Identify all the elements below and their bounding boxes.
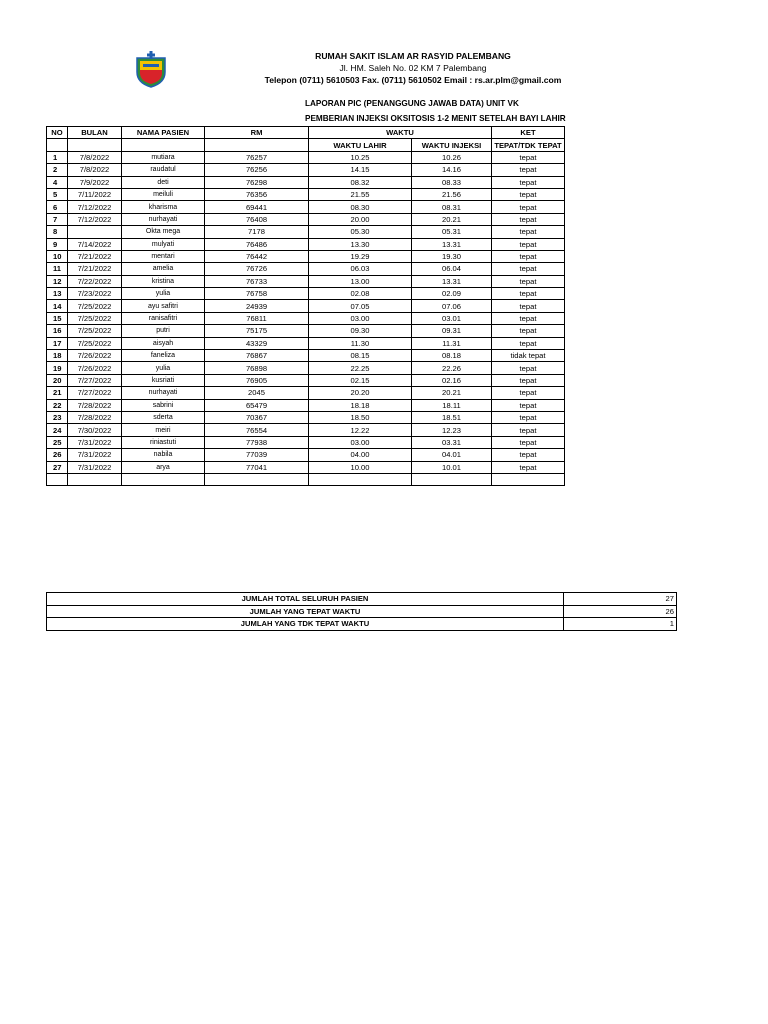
cell-nama: mentari: [122, 250, 205, 262]
table-row: [47, 424, 565, 436]
cell-no: 24: [47, 424, 68, 436]
cell-nama: amelia: [122, 263, 205, 275]
cell-empty: [122, 473, 205, 485]
cell-injeksi: 21.56: [412, 188, 492, 200]
cell-rm: 70367: [205, 411, 309, 423]
cell-injeksi: 04.01: [412, 449, 492, 461]
cell-rm: 69441: [205, 201, 309, 213]
cell-lahir: 10.25: [309, 151, 412, 163]
summary-label: JUMLAH YANG TEPAT WAKTU: [47, 605, 564, 618]
cell-bulan: 7/25/2022: [68, 325, 122, 337]
cell-no: 12: [47, 275, 68, 287]
cell-lahir: 05.30: [309, 226, 412, 238]
cell-injeksi: 13.31: [412, 275, 492, 287]
cell-lahir: 21.55: [309, 188, 412, 200]
cell-nama: kharisma: [122, 201, 205, 213]
cell-ket: tepat: [492, 449, 565, 461]
report-title: LAPORAN PIC (PENANGGUNG JAWAB DATA) UNIT VK: [305, 99, 519, 108]
cell-injeksi: 13.31: [412, 238, 492, 250]
table-row: [47, 374, 565, 386]
cell-no: 2: [47, 164, 68, 176]
cell-lahir: 04.00: [309, 449, 412, 461]
cell-lahir: 18.50: [309, 411, 412, 423]
cell-nama: nurhayati: [122, 387, 205, 399]
summary-value: 26: [564, 605, 677, 618]
cell-bulan: 7/27/2022: [68, 374, 122, 386]
table-row: [47, 411, 565, 423]
cell-rm: 76867: [205, 350, 309, 362]
cell-lahir: 13.00: [309, 275, 412, 287]
cell-ket: tepat: [492, 275, 565, 287]
cell-no: 1: [47, 151, 68, 163]
cell-bulan: 7/25/2022: [68, 312, 122, 324]
cell-nama: nabila: [122, 449, 205, 461]
cell-rm: 76257: [205, 151, 309, 163]
cell-no: 7: [47, 213, 68, 225]
cell-ket: tepat: [492, 411, 565, 423]
cell-injeksi: 02.16: [412, 374, 492, 386]
cell-no: 17: [47, 337, 68, 349]
cell-nama: aisyah: [122, 337, 205, 349]
cell-rm: 76298: [205, 176, 309, 188]
cell-lahir: 08.15: [309, 350, 412, 362]
cell-bulan: 7/11/2022: [68, 188, 122, 200]
cell-no: 8: [47, 226, 68, 238]
cell-nama: mulyati: [122, 238, 205, 250]
col-ket-sub: TEPAT/TDK TEPAT: [492, 139, 565, 151]
cell-rm: 75175: [205, 325, 309, 337]
cell-rm: 43329: [205, 337, 309, 349]
table-row: [47, 300, 565, 312]
cell-injeksi: 08.33: [412, 176, 492, 188]
cell-nama: riniastuti: [122, 436, 205, 448]
cell-no: 4: [47, 176, 68, 188]
cell-lahir: 11.30: [309, 337, 412, 349]
cell-ket: tepat: [492, 238, 565, 250]
cell-ket: tepat: [492, 325, 565, 337]
cell-injeksi: 19.30: [412, 250, 492, 262]
cell-injeksi: 20.21: [412, 213, 492, 225]
cell-rm: 2045: [205, 387, 309, 399]
cell-ket: tepat: [492, 263, 565, 275]
col-bulan-sub: [68, 139, 122, 151]
cell-ket: tepat: [492, 213, 565, 225]
cell-lahir: 08.30: [309, 201, 412, 213]
cell-no: 23: [47, 411, 68, 423]
table-row: [47, 151, 565, 163]
cell-injeksi: 05.31: [412, 226, 492, 238]
cell-nama: sderta: [122, 411, 205, 423]
cell-empty: [492, 473, 565, 485]
cell-nama: ayu safitri: [122, 300, 205, 312]
table-row: [47, 312, 565, 324]
table-row: [47, 164, 565, 176]
table-row: [47, 350, 565, 362]
cell-rm: 76256: [205, 164, 309, 176]
cell-empty: [412, 473, 492, 485]
cell-lahir: 10.00: [309, 461, 412, 473]
cell-bulan: 7/25/2022: [68, 300, 122, 312]
cell-nama: deti: [122, 176, 205, 188]
cell-injeksi: 14.16: [412, 164, 492, 176]
summary-label: JUMLAH TOTAL SELURUH PASIEN: [47, 593, 564, 606]
cell-empty: [47, 473, 68, 485]
cell-bulan: 7/8/2022: [68, 164, 122, 176]
cell-no: 26: [47, 449, 68, 461]
cell-nama: putri: [122, 325, 205, 337]
cell-no: 25: [47, 436, 68, 448]
cell-empty: [68, 473, 122, 485]
cell-empty: [205, 473, 309, 485]
col-no-sub: [47, 139, 68, 151]
cell-rm: 76758: [205, 288, 309, 300]
cell-ket: tepat: [492, 374, 565, 386]
cell-no: 19: [47, 362, 68, 374]
col-waktu-lahir: WAKTU LAHIR: [309, 139, 412, 151]
table-row: [47, 263, 565, 275]
cell-ket: tepat: [492, 201, 565, 213]
cell-nama: meiri: [122, 424, 205, 436]
cell-bulan: 7/26/2022: [68, 362, 122, 374]
cell-bulan: [68, 226, 122, 238]
cell-nama: faneliza: [122, 350, 205, 362]
cell-no: 6: [47, 201, 68, 213]
cell-lahir: 20.00: [309, 213, 412, 225]
cell-no: 22: [47, 399, 68, 411]
table-row: [47, 201, 565, 213]
cell-injeksi: 03.01: [412, 312, 492, 324]
cell-injeksi: 08.31: [412, 201, 492, 213]
cell-injeksi: 03.31: [412, 436, 492, 448]
cell-rm: 76898: [205, 362, 309, 374]
cell-lahir: 02.15: [309, 374, 412, 386]
cell-ket: tepat: [492, 151, 565, 163]
cell-ket: tepat: [492, 362, 565, 374]
report-subtitle: PEMBERIAN INJEKSI OKSITOSIS 1-2 MENIT SETELAH BAYI LAHIR: [305, 114, 566, 123]
cell-nama: raudatul: [122, 164, 205, 176]
cell-bulan: 7/31/2022: [68, 449, 122, 461]
cell-nama: sabrini: [122, 399, 205, 411]
cell-nama: ranisafitri: [122, 312, 205, 324]
cell-lahir: 19.29: [309, 250, 412, 262]
cell-bulan: 7/21/2022: [68, 263, 122, 275]
summary-value: 27: [564, 593, 677, 606]
col-rm-sub: [205, 139, 309, 151]
cell-lahir: 06.03: [309, 263, 412, 275]
cell-ket: tepat: [492, 176, 565, 188]
cell-bulan: 7/21/2022: [68, 250, 122, 262]
cell-ket: tepat: [492, 337, 565, 349]
table-row: [47, 213, 565, 225]
table-row: [47, 449, 565, 461]
cell-bulan: 7/26/2022: [68, 350, 122, 362]
cell-rm: 76733: [205, 275, 309, 287]
cell-nama: yulia: [122, 288, 205, 300]
col-no: NO: [47, 127, 68, 139]
cell-lahir: 22.25: [309, 362, 412, 374]
cell-rm: 76356: [205, 188, 309, 200]
cell-lahir: 08.32: [309, 176, 412, 188]
cell-no: 20: [47, 374, 68, 386]
cell-lahir: 14.15: [309, 164, 412, 176]
cell-bulan: 7/27/2022: [68, 387, 122, 399]
cell-no: 9: [47, 238, 68, 250]
cell-nama: meiluli: [122, 188, 205, 200]
cell-bulan: 7/12/2022: [68, 213, 122, 225]
cell-ket: tepat: [492, 387, 565, 399]
table-row: [47, 362, 565, 374]
cell-rm: 77938: [205, 436, 309, 448]
cell-ket: tepat: [492, 250, 565, 262]
cell-rm: 7178: [205, 226, 309, 238]
cell-rm: 76486: [205, 238, 309, 250]
cell-bulan: 7/25/2022: [68, 337, 122, 349]
table-body: [47, 151, 565, 486]
cell-bulan: 7/28/2022: [68, 411, 122, 423]
cell-injeksi: 07.06: [412, 300, 492, 312]
hospital-name: RUMAH SAKIT ISLAM AR RASYID PALEMBANG: [315, 51, 511, 61]
cell-bulan: 7/31/2022: [68, 436, 122, 448]
cell-injeksi: 18.11: [412, 399, 492, 411]
cell-injeksi: 22.26: [412, 362, 492, 374]
cell-nama: kristina: [122, 275, 205, 287]
cell-injeksi: 09.31: [412, 325, 492, 337]
col-nama: NAMA PASIEN: [122, 127, 205, 139]
cell-no: 5: [47, 188, 68, 200]
col-waktu: WAKTU: [309, 127, 492, 139]
cell-bulan: 7/9/2022: [68, 176, 122, 188]
col-bulan: BULAN: [68, 127, 122, 139]
summary-table: [46, 592, 677, 631]
cell-no: 13: [47, 288, 68, 300]
cell-bulan: 7/8/2022: [68, 151, 122, 163]
cell-rm: 76442: [205, 250, 309, 262]
cell-ket: tepat: [492, 300, 565, 312]
cell-ket: tepat: [492, 312, 565, 324]
cell-ket: tepat: [492, 164, 565, 176]
cell-bulan: 7/30/2022: [68, 424, 122, 436]
cell-ket: tepat: [492, 461, 565, 473]
table-row: [47, 238, 565, 250]
cell-ket: tidak tepat: [492, 350, 565, 362]
cell-no: 10: [47, 250, 68, 262]
table-row: [47, 176, 565, 188]
cell-rm: 76905: [205, 374, 309, 386]
cell-lahir: 18.18: [309, 399, 412, 411]
cell-injeksi: 18.51: [412, 411, 492, 423]
cell-empty: [309, 473, 412, 485]
table-row: [47, 337, 565, 349]
table-row: [47, 399, 565, 411]
cell-nama: kusriati: [122, 374, 205, 386]
cell-ket: tepat: [492, 226, 565, 238]
cell-no: 21: [47, 387, 68, 399]
cell-no: 27: [47, 461, 68, 473]
cell-rm: 76811: [205, 312, 309, 324]
cell-injeksi: 06.04: [412, 263, 492, 275]
cell-lahir: 07.05: [309, 300, 412, 312]
cell-rm: 24939: [205, 300, 309, 312]
cell-rm: 76726: [205, 263, 309, 275]
cell-no: 15: [47, 312, 68, 324]
cell-nama: nurhayati: [122, 213, 205, 225]
cell-nama: yulia: [122, 362, 205, 374]
cell-nama: arya: [122, 461, 205, 473]
cell-ket: tepat: [492, 188, 565, 200]
cell-bulan: 7/22/2022: [68, 275, 122, 287]
cell-ket: tepat: [492, 288, 565, 300]
table-row: [47, 461, 565, 473]
cell-no: 14: [47, 300, 68, 312]
col-nama-sub: [122, 139, 205, 151]
patient-table: [46, 126, 565, 486]
cell-ket: tepat: [492, 424, 565, 436]
table-row: [47, 275, 565, 287]
table-row: [47, 325, 565, 337]
hospital-contact: Telepon (0711) 5610503 Fax. (0711) 5610502 Email : rs.ar.plm@gmail.com: [264, 75, 562, 85]
col-rm: RM: [205, 127, 309, 139]
cell-ket: tepat: [492, 399, 565, 411]
table-row: [47, 188, 565, 200]
cell-rm: 76554: [205, 424, 309, 436]
table-row: [47, 226, 565, 238]
cell-lahir: 12.22: [309, 424, 412, 436]
cell-injeksi: 08.18: [412, 350, 492, 362]
cell-bulan: 7/23/2022: [68, 288, 122, 300]
cell-rm: 77041: [205, 461, 309, 473]
cell-nama: mutiara: [122, 151, 205, 163]
col-waktu-injeksi: WAKTU INJEKSI: [412, 139, 492, 151]
cell-bulan: 7/31/2022: [68, 461, 122, 473]
cell-injeksi: 10.01: [412, 461, 492, 473]
cell-lahir: 09.30: [309, 325, 412, 337]
cell-no: 18: [47, 350, 68, 362]
table-row: [47, 250, 565, 262]
cell-rm: 77039: [205, 449, 309, 461]
cell-injeksi: 20.21: [412, 387, 492, 399]
cell-lahir: 20.20: [309, 387, 412, 399]
hospital-logo-icon: [134, 50, 168, 88]
cell-no: 16: [47, 325, 68, 337]
cell-injeksi: 02.09: [412, 288, 492, 300]
table-row: [47, 387, 565, 399]
cell-ket: tepat: [492, 436, 565, 448]
table-row: [47, 436, 565, 448]
cell-lahir: 02.08: [309, 288, 412, 300]
table-row: [47, 288, 565, 300]
cell-injeksi: 12.23: [412, 424, 492, 436]
hospital-address: Jl. HM. Saleh No. 02 KM 7 Palembang: [339, 63, 487, 73]
summary-row: [47, 618, 677, 631]
cell-nama: Okta mega: [122, 226, 205, 238]
summary-value: 1: [564, 618, 677, 631]
cell-injeksi: 11.31: [412, 337, 492, 349]
cell-lahir: 13.30: [309, 238, 412, 250]
cell-rm: 76408: [205, 213, 309, 225]
table-row-empty: [47, 473, 565, 485]
cell-bulan: 7/14/2022: [68, 238, 122, 250]
cell-injeksi: 10.26: [412, 151, 492, 163]
cell-lahir: 03.00: [309, 436, 412, 448]
cell-bulan: 7/28/2022: [68, 399, 122, 411]
summary-row: [47, 593, 677, 606]
cell-rm: 65479: [205, 399, 309, 411]
cell-lahir: 03.00: [309, 312, 412, 324]
col-ket: KET: [492, 127, 565, 139]
cell-bulan: 7/12/2022: [68, 201, 122, 213]
cell-no: 11: [47, 263, 68, 275]
summary-row: [47, 605, 677, 618]
summary-label: JUMLAH YANG TDK TEPAT WAKTU: [47, 618, 564, 631]
